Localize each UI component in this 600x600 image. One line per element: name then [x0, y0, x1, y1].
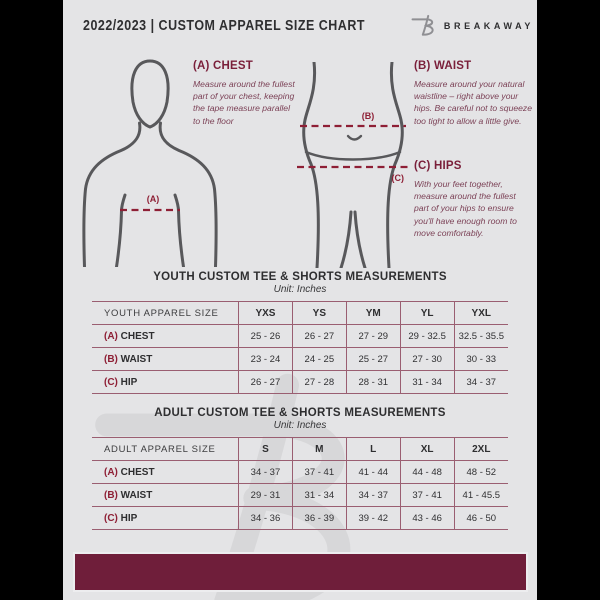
table-cell: 32.5 - 35.5 [454, 325, 508, 348]
hips-body-text: With your feet together, measure around the fullest part of your hips to ensure you'll have enough room to move comfortably. [414, 179, 517, 238]
waist-body-text: Measure around your natural waistline – right above your hips. Be careful not to squeeze too tight to allow a little give. [414, 79, 533, 126]
row-prefix: (C) [104, 376, 118, 388]
table-cell: 34 - 37 [346, 484, 400, 507]
adult-section [63, 407, 537, 530]
adult-size-header: ADULT APPAREL SIZE [104, 443, 216, 455]
hip-contour-line [306, 152, 400, 160]
youth-col-yl: YL [400, 302, 454, 325]
youth-col-ym: YM [346, 302, 400, 325]
adult-table-title: ADULT CUSTOM TEE & SHORTS MEASUREMENTS [154, 407, 446, 419]
adult-col-2xl: 2XL [454, 438, 508, 461]
row-label: HIP [120, 376, 138, 388]
youth-col-yxl: YXL [454, 302, 508, 325]
hips-heading: (C) HIPS [414, 160, 462, 172]
table-cell: 29 - 32.5 [400, 325, 454, 348]
row-label: CHEST [120, 466, 155, 478]
row-label: WAIST [120, 489, 153, 501]
youth-col-ys: YS [292, 302, 346, 325]
adult-waist-label [92, 484, 239, 507]
youth-table-unit: Unit: Inches [273, 284, 327, 295]
chest-marker-label: (A) [146, 194, 160, 204]
page-title: 2022/2023 | CUSTOM APPAREL SIZE CHART [83, 17, 365, 34]
right-inner-arm-outline [175, 195, 184, 267]
right-shoulder-arm-outline [160, 123, 216, 267]
youth-chest-row [92, 325, 508, 348]
youth-size-header: YOUTH APPAREL SIZE [104, 307, 219, 319]
row-prefix: (C) [104, 512, 118, 524]
row-prefix: (B) [104, 353, 118, 365]
table-cell: 31 - 34 [292, 484, 346, 507]
table-cell: 27 - 29 [346, 325, 400, 348]
table-cell: 37 - 41 [292, 461, 346, 484]
youth-header-row [92, 302, 508, 325]
measurement-tables [63, 271, 537, 530]
adult-hip-row [92, 507, 508, 530]
youth-table-title: YOUTH CUSTOM TEE & SHORTS MEASUREMENTS [153, 271, 447, 283]
waist-heading: (B) WAIST [414, 60, 472, 72]
table-cell: 48 - 52 [454, 461, 508, 484]
table-cell: 24 - 25 [292, 348, 346, 371]
youth-col-yxs: YXS [239, 302, 293, 325]
table-cell: 26 - 27 [239, 371, 293, 394]
left-inner-leg-outline [341, 212, 351, 268]
right-hip-leg-outline [388, 62, 403, 268]
adult-size-table [92, 437, 508, 530]
waist-marker-label: (B) [361, 111, 375, 121]
table-cell: 43 - 46 [400, 507, 454, 530]
table-cell: 39 - 42 [346, 507, 400, 530]
hips-instructions [414, 160, 532, 239]
youth-waist-label [92, 348, 239, 371]
chest-instructions [193, 60, 299, 127]
table-cell: 41 - 45.5 [454, 484, 508, 507]
adult-chest-label [92, 461, 239, 484]
header [63, 14, 537, 37]
navel-mark [348, 136, 361, 140]
adult-col-l: L [346, 438, 400, 461]
lower-body-diagram [292, 62, 414, 273]
hip-marker-label: (C) [391, 173, 404, 183]
youth-hip-row [92, 371, 508, 394]
table-cell: 25 - 26 [239, 325, 293, 348]
table-cell: 23 - 24 [239, 348, 293, 371]
adult-hip-label [92, 507, 239, 530]
youth-section [63, 271, 537, 394]
table-cell: 46 - 50 [454, 507, 508, 530]
table-cell: 41 - 44 [346, 461, 400, 484]
adult-waist-row [92, 484, 508, 507]
adult-chest-row [92, 461, 508, 484]
table-cell: 34 - 37 [454, 371, 508, 394]
table-cell: 44 - 48 [400, 461, 454, 484]
row-label: WAIST [120, 353, 153, 365]
adult-col-s: S [239, 438, 293, 461]
adult-col-xl: XL [400, 438, 454, 461]
adult-table-unit: Unit: Inches [273, 420, 327, 431]
table-cell: 25 - 27 [346, 348, 400, 371]
left-shoulder-arm-outline [84, 123, 140, 267]
chest-body-text: Measure around the fullest part of your chest, keeping the tape measure parallel to the floor [193, 79, 295, 126]
adult-header-row [92, 438, 508, 461]
table-cell: 34 - 36 [239, 507, 293, 530]
breakaway-logo-icon [411, 14, 437, 37]
waist-instructions [414, 60, 532, 127]
table-cell: 36 - 39 [292, 507, 346, 530]
row-prefix: (A) [104, 466, 118, 478]
youth-hip-label [92, 371, 239, 394]
head-outline [132, 61, 168, 127]
table-cell: 27 - 28 [292, 371, 346, 394]
table-cell: 29 - 31 [239, 484, 293, 507]
adult-col-m: M [292, 438, 346, 461]
right-inner-leg-outline [355, 212, 365, 268]
table-cell: 30 - 33 [454, 348, 508, 371]
table-cell: 31 - 34 [400, 371, 454, 394]
size-chart-page [63, 0, 537, 600]
row-label: CHEST [120, 330, 155, 342]
table-cell: 37 - 41 [400, 484, 454, 507]
row-prefix: (B) [104, 489, 118, 501]
brand-group [411, 14, 534, 37]
left-hip-leg-outline [304, 62, 319, 268]
brand-name: BREAKAWAY [443, 20, 534, 31]
table-cell: 28 - 31 [346, 371, 400, 394]
chest-heading: (A) CHEST [193, 60, 253, 72]
row-label: HIP [120, 512, 138, 524]
row-prefix: (A) [104, 330, 118, 342]
youth-chest-label [92, 325, 239, 348]
youth-waist-row [92, 348, 508, 371]
youth-size-table [92, 301, 508, 394]
footer-accent-bar [73, 552, 528, 592]
table-cell: 27 - 30 [400, 348, 454, 371]
table-cell: 26 - 27 [292, 325, 346, 348]
table-cell: 34 - 37 [239, 461, 293, 484]
left-inner-arm-outline [117, 195, 126, 267]
